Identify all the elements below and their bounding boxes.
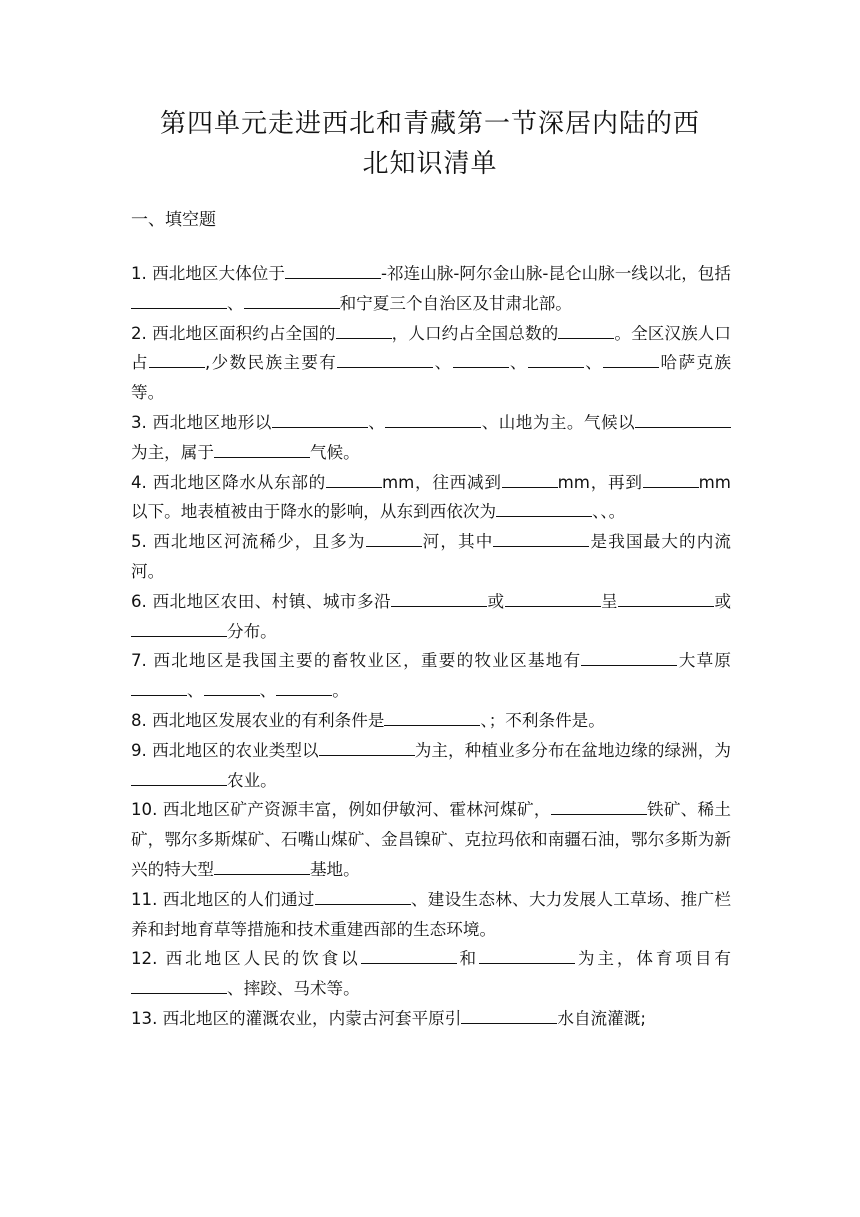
- answer-blank[interactable]: [366, 528, 422, 547]
- question-12: [131, 944, 731, 1004]
- answer-blank[interactable]: [528, 349, 584, 368]
- answer-blank[interactable]: [326, 469, 382, 488]
- question-text: 、: [227, 293, 244, 313]
- question-8: [131, 706, 731, 736]
- question-text: 、山地为主。气候以: [481, 412, 636, 432]
- question-text: mm，再到: [557, 472, 643, 492]
- answer-blank[interactable]: [276, 677, 332, 696]
- document-title: [128, 104, 732, 184]
- question-text: 基地。: [309, 859, 360, 879]
- question-5: [131, 527, 731, 587]
- answer-blank[interactable]: [131, 975, 227, 994]
- question-text: 1. 西北地区大体位于: [131, 264, 285, 283]
- question-text: 、；不利条件是。: [480, 710, 605, 730]
- question-text: mm 以下。地表植被由于降水的影响，从东到西依次为: [131, 472, 731, 522]
- answer-blank[interactable]: [618, 588, 714, 607]
- question-text: 7. 西北地区是我国主要的畜牧业区，重要的牧业区基地有: [131, 651, 582, 671]
- answer-blank[interactable]: [496, 498, 592, 517]
- answer-blank[interactable]: [214, 856, 310, 875]
- question-text: 4. 西北地区降水从东部的: [131, 472, 326, 492]
- answer-blank[interactable]: [385, 409, 481, 428]
- answer-blank[interactable]: [361, 945, 457, 964]
- answer-blank[interactable]: [319, 737, 415, 756]
- answer-blank[interactable]: [551, 796, 647, 815]
- question-text: 呈: [600, 591, 618, 611]
- answer-blank[interactable]: [453, 349, 509, 368]
- answer-blank[interactable]: [315, 886, 411, 905]
- question-text: mm，往西减到: [382, 472, 502, 492]
- question-text: 9. 西北地区的农业类型以: [131, 740, 319, 760]
- question-text: 、: [508, 353, 528, 373]
- answer-blank[interactable]: [461, 1005, 557, 1024]
- question-10: [131, 795, 731, 884]
- question-text: 6. 西北地区农田、村镇、城市多沿: [131, 591, 392, 611]
- question-text: 13. 西北地区的灌溉农业，内蒙古河套平原引: [131, 1008, 462, 1028]
- question-list: [131, 259, 731, 1034]
- question-11: [131, 885, 731, 945]
- answer-blank[interactable]: [131, 290, 227, 309]
- question-text: 为主，体育项目有: [575, 949, 732, 969]
- answer-blank[interactable]: [643, 469, 699, 488]
- question-text: 大草原: [677, 651, 732, 671]
- question-text: 为主，属于: [131, 442, 214, 462]
- question-text: 农业。: [227, 770, 277, 790]
- question-4: [131, 468, 731, 528]
- answer-blank[interactable]: [131, 677, 187, 696]
- question-text: 8. 西北地区发展农业的有利条件是: [131, 710, 385, 730]
- answer-blank[interactable]: [149, 349, 205, 368]
- title-line-2: 北知识清单: [362, 149, 498, 179]
- answer-blank[interactable]: [581, 647, 677, 666]
- question-3: [131, 408, 731, 468]
- question-text: 分布。: [227, 621, 277, 641]
- question-text: 、建设生态林、大力发展人工草场、推广栏养和封地育草等措施和技术重建西部的生态环境。: [131, 889, 731, 939]
- answer-blank[interactable]: [244, 290, 340, 309]
- question-text: 。全区汉族人口占: [131, 323, 732, 373]
- answer-blank[interactable]: [502, 469, 558, 488]
- title-line-1: 第四单元走进西北和青藏第一节深居内陆的西: [159, 109, 700, 139]
- question-text: 3. 西北地区地形以: [131, 412, 272, 432]
- question-text: 和: [456, 949, 479, 969]
- answer-blank[interactable]: [204, 677, 260, 696]
- answer-blank[interactable]: [505, 588, 601, 607]
- question-text: 12. 西北地区人民的饮食以: [131, 949, 361, 969]
- question-text: 是我国最大的内流河。: [131, 532, 732, 581]
- answer-blank[interactable]: [272, 409, 368, 428]
- answer-blank[interactable]: [131, 618, 227, 637]
- answer-blank[interactable]: [391, 588, 487, 607]
- question-text: 5. 西北地区河流稀少，且多为: [131, 532, 366, 552]
- question-text: 或: [714, 591, 732, 611]
- question-text: 、: [583, 353, 604, 373]
- question-9: [131, 736, 731, 796]
- question-text: 或: [487, 591, 505, 611]
- question-7: [131, 646, 731, 706]
- answer-blank[interactable]: [131, 767, 227, 786]
- question-text: 。: [332, 681, 349, 701]
- question-text: 、: [259, 681, 277, 701]
- question-text: 气候。: [309, 442, 360, 462]
- question-text: 、: [367, 412, 386, 432]
- question-6: [131, 587, 731, 647]
- question-1: [131, 259, 731, 319]
- answer-blank[interactable]: [214, 439, 310, 458]
- question-text: -祁连山脉-阿尔金山脉-昆仑山脉一线以北，包括: [380, 264, 732, 283]
- answer-blank[interactable]: [635, 409, 731, 428]
- answer-blank[interactable]: [493, 528, 589, 547]
- question-text: 、摔跤、马术等。: [227, 979, 360, 999]
- question-text: 2. 西北地区面积约占全国的: [131, 323, 336, 343]
- question-text: 10. 西北地区矿产资源丰富，例如伊敏河、霍林河煤矿，: [131, 800, 551, 820]
- question-text: 11. 西北地区的人们通过: [131, 889, 315, 909]
- question-2: [131, 319, 731, 408]
- answer-blank[interactable]: [384, 707, 480, 726]
- answer-blank[interactable]: [336, 320, 392, 339]
- answer-blank[interactable]: [603, 349, 659, 368]
- question-text: 、: [187, 681, 204, 701]
- answer-blank[interactable]: [337, 349, 433, 368]
- answer-blank[interactable]: [479, 945, 575, 964]
- question-text: 为主，种植业多分布在盆地边缘的绿洲，为: [414, 740, 732, 760]
- question-text: 和宁夏三个自治区及甘肃北部。: [339, 293, 572, 313]
- question-text: ,少数民族主要有: [204, 353, 338, 373]
- question-text: 哈萨克族等。: [131, 353, 732, 403]
- answer-blank[interactable]: [558, 320, 614, 339]
- question-text: 河，其中: [421, 532, 494, 552]
- question-text: 、、。: [592, 502, 626, 522]
- question-text: 、: [433, 353, 453, 373]
- section-heading: 一、填空题: [131, 210, 216, 230]
- question-text: ，人口约占全国总数的: [391, 323, 559, 343]
- question-13: [131, 1004, 731, 1034]
- answer-blank[interactable]: [285, 260, 381, 279]
- question-text: 水自流灌溉;: [557, 1008, 646, 1028]
- question-text: 铁矿、稀土矿，鄂尔多斯煤矿、石嘴山煤矿、金昌镍矿、克拉玛依和南疆石油，鄂尔多斯为新兴的特大型: [131, 800, 731, 879]
